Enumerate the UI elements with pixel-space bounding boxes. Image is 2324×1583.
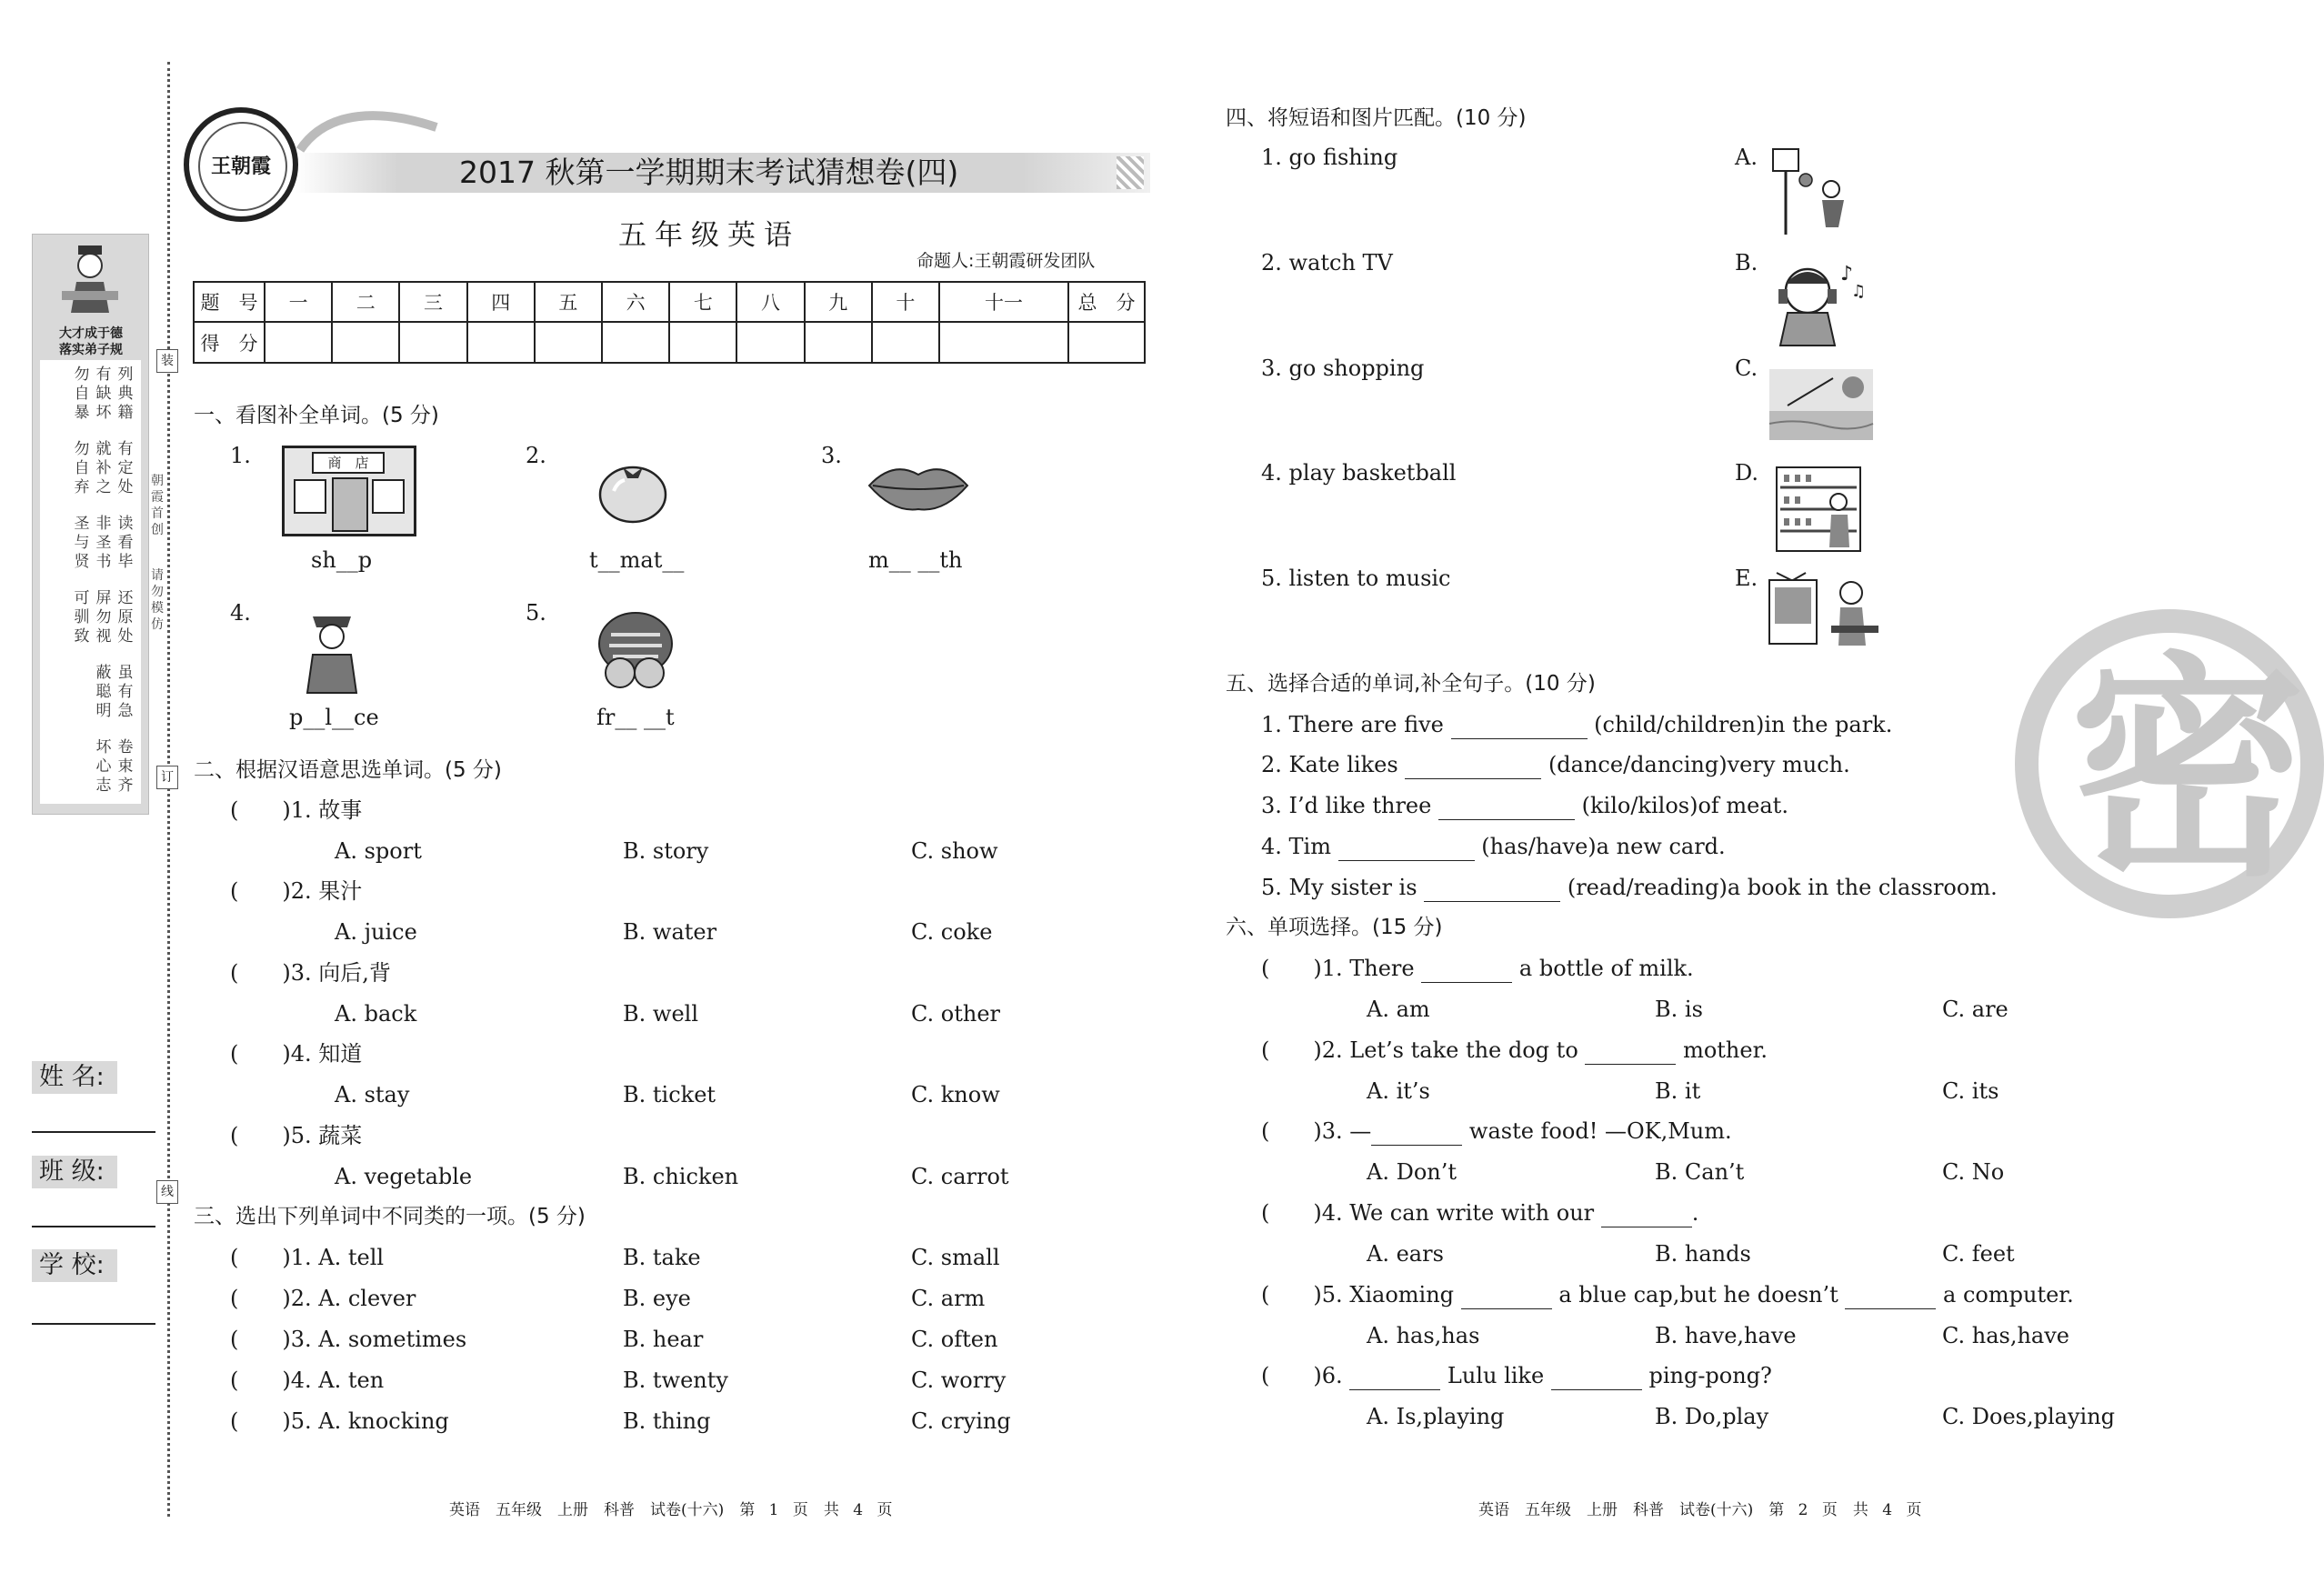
footer-page-2: 英语 五年级 上册 科普 试卷(十六) 第 2 页 共 4 页 xyxy=(1478,1501,1922,1519)
option-c[interactable]: C. feet xyxy=(1942,1241,2015,1267)
class-field[interactable] xyxy=(32,1226,155,1227)
question-stem xyxy=(1261,955,1694,983)
stem-part: Lulu like xyxy=(1447,1363,1545,1388)
match-phrase: 5. listen to music xyxy=(1261,566,1451,591)
match-phrase: 3. go shopping xyxy=(1261,356,1425,381)
option-c[interactable]: C. worry xyxy=(911,1368,1007,1393)
word-blank[interactable]: sh__p xyxy=(311,547,373,573)
stem-part: a blue cap,but he doesn’t xyxy=(1558,1282,1838,1307)
option-b[interactable]: B. story xyxy=(623,838,709,864)
score-header-cell: 七 xyxy=(669,282,736,322)
stem-part: a bottle of milk. xyxy=(1518,956,1694,981)
option-b[interactable]: B. twenty xyxy=(623,1368,728,1393)
shop-sign: 商 店 xyxy=(312,452,385,474)
exam-title: 2017 秋第一学期期末考试猜想卷(四) xyxy=(459,155,959,190)
answer-blank[interactable] xyxy=(1349,1362,1440,1390)
section-1-heading: 一、看图补全单词。(5 分) xyxy=(194,404,439,427)
question-stem: ( )1. 故事 xyxy=(230,797,363,823)
score-cell[interactable] xyxy=(736,322,804,363)
question-stem: ( )4. 知道 xyxy=(230,1041,363,1067)
fill-sentence xyxy=(1261,711,1892,739)
score-header-cell: 三 xyxy=(399,282,466,322)
motto-column: 虽有急 xyxy=(117,664,134,720)
stem-part: waste food! —OK,Mum. xyxy=(1468,1118,1732,1144)
option-b[interactable]: B. is xyxy=(1655,997,1703,1022)
sentence-start: 3. I’d like three xyxy=(1261,793,1432,818)
stem-part: mother. xyxy=(1683,1037,1768,1063)
score-header-cell: 五 xyxy=(535,282,602,322)
stem-part: ( )6. xyxy=(1261,1363,1343,1388)
mouth-picture xyxy=(866,460,971,515)
stem-part: ( )4. We can write with our xyxy=(1261,1200,1595,1226)
option-c[interactable]: C. its xyxy=(1942,1078,1999,1104)
option-a[interactable]: A. am xyxy=(1367,997,1430,1022)
motto-column: 读看毕 xyxy=(117,515,134,571)
answer-blank[interactable] xyxy=(1461,1281,1552,1309)
score-header-cell: 一 xyxy=(265,282,332,322)
option-a[interactable]: A. Don’t xyxy=(1367,1159,1458,1185)
confidential-seal xyxy=(2015,609,2324,918)
stem-part: ( )3. — xyxy=(1261,1118,1372,1144)
score-cell[interactable] xyxy=(332,322,399,363)
match-letter: C. xyxy=(1735,356,1758,381)
sentence-end: (child/children)in the park. xyxy=(1594,712,1893,737)
option-c[interactable]: C. No xyxy=(1942,1159,2005,1185)
sentence-end: (has/have)a new card. xyxy=(1481,834,1726,859)
score-header-cell: 四 xyxy=(467,282,535,322)
logo-text: 王朝霞 xyxy=(210,155,271,178)
score-cell[interactable] xyxy=(265,322,332,363)
match-letter: E. xyxy=(1735,566,1758,591)
option-a[interactable]: A. juice xyxy=(335,919,417,945)
motto-line-2: 落实弟子规 xyxy=(59,343,123,357)
answer-blank[interactable] xyxy=(1438,792,1575,820)
score-header-cell: 六 xyxy=(602,282,669,322)
question-stem xyxy=(1261,1362,1772,1390)
option-b[interactable]: B. take xyxy=(623,1245,701,1270)
question-stem: ( )2. 果汁 xyxy=(230,878,363,904)
motto-column: 有缺坏 xyxy=(95,366,112,422)
sentence-end: (kilo/kilos)of meat. xyxy=(1581,793,1788,818)
fruit-picture xyxy=(593,607,678,693)
option-c[interactable]: C. crying xyxy=(911,1408,1011,1434)
answer-blank[interactable] xyxy=(1421,955,1512,983)
watching-tv-picture xyxy=(1768,567,1882,649)
item-number: 4. xyxy=(230,600,251,626)
option-b[interactable]: B. chicken xyxy=(623,1164,739,1189)
score-table-score-row xyxy=(194,322,1145,363)
stem-part: ( )2. Let’s take the dog to xyxy=(1261,1037,1578,1063)
motto-column: 屏勿视 xyxy=(95,589,112,646)
section-6-heading: 六、单项选择。(15 分) xyxy=(1226,916,1443,939)
score-cell[interactable] xyxy=(669,322,736,363)
option-c[interactable]: C. arm xyxy=(911,1286,986,1311)
fishing-picture xyxy=(1769,369,1873,440)
sentence-end: (dance/dancing)very much. xyxy=(1548,752,1850,777)
sentence-start: 4. Tim xyxy=(1261,834,1331,859)
word-blank[interactable]: fr__ __t xyxy=(596,705,675,730)
stem-part: . xyxy=(1691,1200,1699,1226)
svg-text:♪: ♪ xyxy=(1840,263,1854,286)
score-cell[interactable] xyxy=(602,322,669,363)
option-b[interactable]: B. Can’t xyxy=(1655,1159,1745,1185)
option-c[interactable]: C. has,have xyxy=(1942,1323,2070,1348)
side-note-no-copy: 请勿模仿 xyxy=(151,568,164,632)
sentence-start: 1. There are five xyxy=(1261,712,1444,737)
cut-mark: 线 xyxy=(156,1180,178,1204)
option-c[interactable]: C. Does,playing xyxy=(1942,1404,2116,1429)
question-stem xyxy=(1261,1199,1698,1227)
answer-blank[interactable] xyxy=(1338,833,1475,861)
stem-part: a computer. xyxy=(1943,1282,2074,1307)
option-a[interactable]: A. it’s xyxy=(1367,1078,1430,1104)
motto-column: 圣与贤 xyxy=(74,515,90,571)
option-a[interactable]: A. stay xyxy=(335,1082,410,1107)
motto-column: 还原处 xyxy=(117,589,134,646)
score-header-cell: 十 xyxy=(872,282,939,322)
answer-blank[interactable] xyxy=(1845,1281,1936,1309)
police-picture xyxy=(300,604,364,695)
option-a[interactable]: A. has,has xyxy=(1367,1323,1480,1348)
motto-column: 就补之 xyxy=(95,440,112,496)
question-stem xyxy=(1261,1037,1768,1065)
word-blank[interactable]: m__ __th xyxy=(868,547,963,573)
question-stem: ( )3. 向后,背 xyxy=(230,960,391,986)
match-phrase: 4. play basketball xyxy=(1261,460,1457,486)
option-b[interactable]: B. it xyxy=(1655,1078,1701,1104)
answer-blank[interactable] xyxy=(1451,711,1588,739)
match-phrase: 2. watch TV xyxy=(1261,250,1393,276)
sentence-end: (read/reading)a book in the classroom. xyxy=(1567,875,1998,900)
question-stem: ( )1. A. tell xyxy=(230,1245,385,1270)
option-a[interactable]: A. ears xyxy=(1367,1241,1444,1267)
match-phrase: 1. go fishing xyxy=(1261,145,1398,170)
side-note-original: 朝霞首创 xyxy=(151,474,164,537)
option-c[interactable]: C. other xyxy=(911,1001,1000,1027)
motto-column: 非圣书 xyxy=(95,515,112,571)
binding-cut-line xyxy=(167,62,170,1517)
name-field[interactable] xyxy=(32,1131,155,1133)
shop-picture xyxy=(282,446,416,536)
option-b[interactable]: B. well xyxy=(623,1001,698,1027)
score-cell[interactable] xyxy=(939,322,1068,363)
score-cell[interactable] xyxy=(872,322,939,363)
item-number: 5. xyxy=(526,600,546,626)
answer-blank[interactable] xyxy=(1601,1199,1692,1227)
option-c[interactable]: C. often xyxy=(911,1327,998,1352)
score-header-cell: 九 xyxy=(805,282,872,322)
score-header-cell: 十一 xyxy=(939,282,1068,322)
footer-page-1: 英语 五年级 上册 科普 试卷(十六) 第 1 页 共 4 页 xyxy=(449,1501,893,1519)
question-stem: ( )5. 蔬菜 xyxy=(230,1123,363,1148)
item-number: 3. xyxy=(821,443,842,468)
score-cell[interactable] xyxy=(467,322,535,363)
fill-sentence xyxy=(1261,874,1998,902)
score-header-cell: 题 号 xyxy=(194,282,265,322)
option-b[interactable]: B. have,have xyxy=(1655,1323,1797,1348)
shopping-picture xyxy=(1775,466,1862,553)
section-5-heading: 五、选择合适的单词,补全句子。(10 分) xyxy=(1226,672,1596,696)
listening-music-picture xyxy=(1768,256,1868,347)
motto-column: 坏心志 xyxy=(95,738,112,795)
sentence-start: 5. My sister is xyxy=(1261,875,1417,900)
answer-blank[interactable] xyxy=(1424,874,1560,902)
score-cell[interactable] xyxy=(535,322,602,363)
answer-blank[interactable] xyxy=(1551,1362,1642,1390)
score-cell[interactable] xyxy=(399,322,466,363)
score-table-header-row xyxy=(194,282,1145,322)
ribbon-decoration-icon xyxy=(291,100,446,155)
cut-mark: 订 xyxy=(156,766,178,789)
motto-column: 卷束齐 xyxy=(117,738,134,795)
option-c[interactable]: C. small xyxy=(911,1245,1000,1270)
score-row-label: 得 分 xyxy=(194,322,265,363)
question-stem: ( )5. A. knocking xyxy=(230,1408,449,1434)
stem-part: ping-pong? xyxy=(1648,1363,1772,1388)
question-stem: ( )4. A. ten xyxy=(230,1368,385,1393)
item-number: 1. xyxy=(230,443,251,468)
option-c[interactable]: C. are xyxy=(1942,997,2008,1022)
match-letter: A. xyxy=(1735,145,1758,170)
exam-author: 命题人:王朝霞研发团队 xyxy=(917,251,1096,271)
school-label: 学 校: xyxy=(32,1249,117,1282)
option-b[interactable]: B. Do,play xyxy=(1655,1404,1769,1429)
motto-column: 蔽聪明 xyxy=(95,664,112,720)
question-stem: ( )2. A. clever xyxy=(230,1286,416,1311)
score-table xyxy=(193,281,1146,364)
tomato-picture xyxy=(596,455,670,526)
word-blank[interactable]: t__mat__ xyxy=(589,547,685,573)
score-header-cell: 二 xyxy=(332,282,399,322)
fill-sentence xyxy=(1261,751,1850,779)
svg-text:♫: ♫ xyxy=(1851,282,1867,301)
option-b[interactable]: B. hear xyxy=(623,1327,704,1352)
option-b[interactable]: B. eye xyxy=(623,1286,691,1311)
seal-character: 密 xyxy=(2069,634,2306,908)
option-b[interactable]: B. water xyxy=(623,919,717,945)
section-4-heading: 四、将短语和图片匹配。(10 分) xyxy=(1226,106,1527,130)
motto-columns xyxy=(40,360,141,804)
option-c[interactable]: C. carrot xyxy=(911,1164,1009,1189)
exam-subject: 五年级英语 xyxy=(618,219,800,252)
answer-blank[interactable] xyxy=(1585,1037,1676,1065)
stem-part: ( )5. Xiaoming xyxy=(1261,1282,1455,1307)
motto-column: 勿自弃 xyxy=(74,440,90,496)
option-b[interactable]: B. thing xyxy=(623,1408,711,1434)
pattern-decoration xyxy=(1117,156,1144,189)
score-cell[interactable] xyxy=(805,322,872,363)
option-c[interactable]: C. know xyxy=(911,1082,1000,1107)
fill-sentence xyxy=(1261,792,1788,820)
option-a[interactable]: A. vegetable xyxy=(335,1164,473,1189)
motto-line-1: 大才成于德 xyxy=(59,326,123,341)
fill-sentence xyxy=(1261,833,1726,861)
option-a[interactable]: A. back xyxy=(335,1001,417,1027)
score-header-cell: 总 分 xyxy=(1068,282,1145,322)
word-blank[interactable]: p__l__ce xyxy=(289,705,379,730)
sentence-start: 2. Kate likes xyxy=(1261,752,1398,777)
section-2-heading: 二、根据汉语意思选单词。(5 分) xyxy=(194,758,502,782)
question-stem: ( )3. A. sometimes xyxy=(230,1327,467,1352)
cut-mark: 装 xyxy=(156,349,178,373)
match-letter: D. xyxy=(1735,460,1759,486)
stem-part: ( )1. There xyxy=(1261,956,1415,981)
brand-logo xyxy=(184,107,298,222)
option-b[interactable]: B. ticket xyxy=(623,1082,716,1107)
option-a[interactable]: A. Is,playing xyxy=(1367,1404,1505,1429)
motto-column: 列典籍 xyxy=(117,366,134,422)
name-label: 姓 名: xyxy=(32,1061,117,1094)
score-cell[interactable] xyxy=(1068,322,1145,363)
question-stem xyxy=(1261,1117,1732,1146)
basketball-picture xyxy=(1768,145,1858,236)
option-c[interactable]: C. coke xyxy=(911,919,993,945)
class-label: 班 级: xyxy=(32,1156,117,1188)
scholar-figure-icon xyxy=(58,242,122,315)
match-letter: B. xyxy=(1735,250,1758,276)
score-header-cell: 八 xyxy=(736,282,804,322)
option-c[interactable]: C. show xyxy=(911,838,998,864)
school-field[interactable] xyxy=(32,1323,155,1325)
item-number: 2. xyxy=(526,443,546,468)
option-a[interactable]: A. sport xyxy=(335,838,422,864)
motto-column: 勿自暴 xyxy=(74,366,90,422)
motto-column: 可驯致 xyxy=(74,589,90,646)
option-b[interactable]: B. hands xyxy=(1655,1241,1751,1267)
question-stem xyxy=(1261,1281,2074,1309)
motto-column: 有定处 xyxy=(117,440,134,496)
sidebar-motto-panel xyxy=(32,234,149,815)
answer-blank[interactable] xyxy=(1371,1117,1462,1146)
section-3-heading: 三、选出下列单词中不同类的一项。(5 分) xyxy=(194,1205,586,1228)
answer-blank[interactable] xyxy=(1405,751,1541,779)
